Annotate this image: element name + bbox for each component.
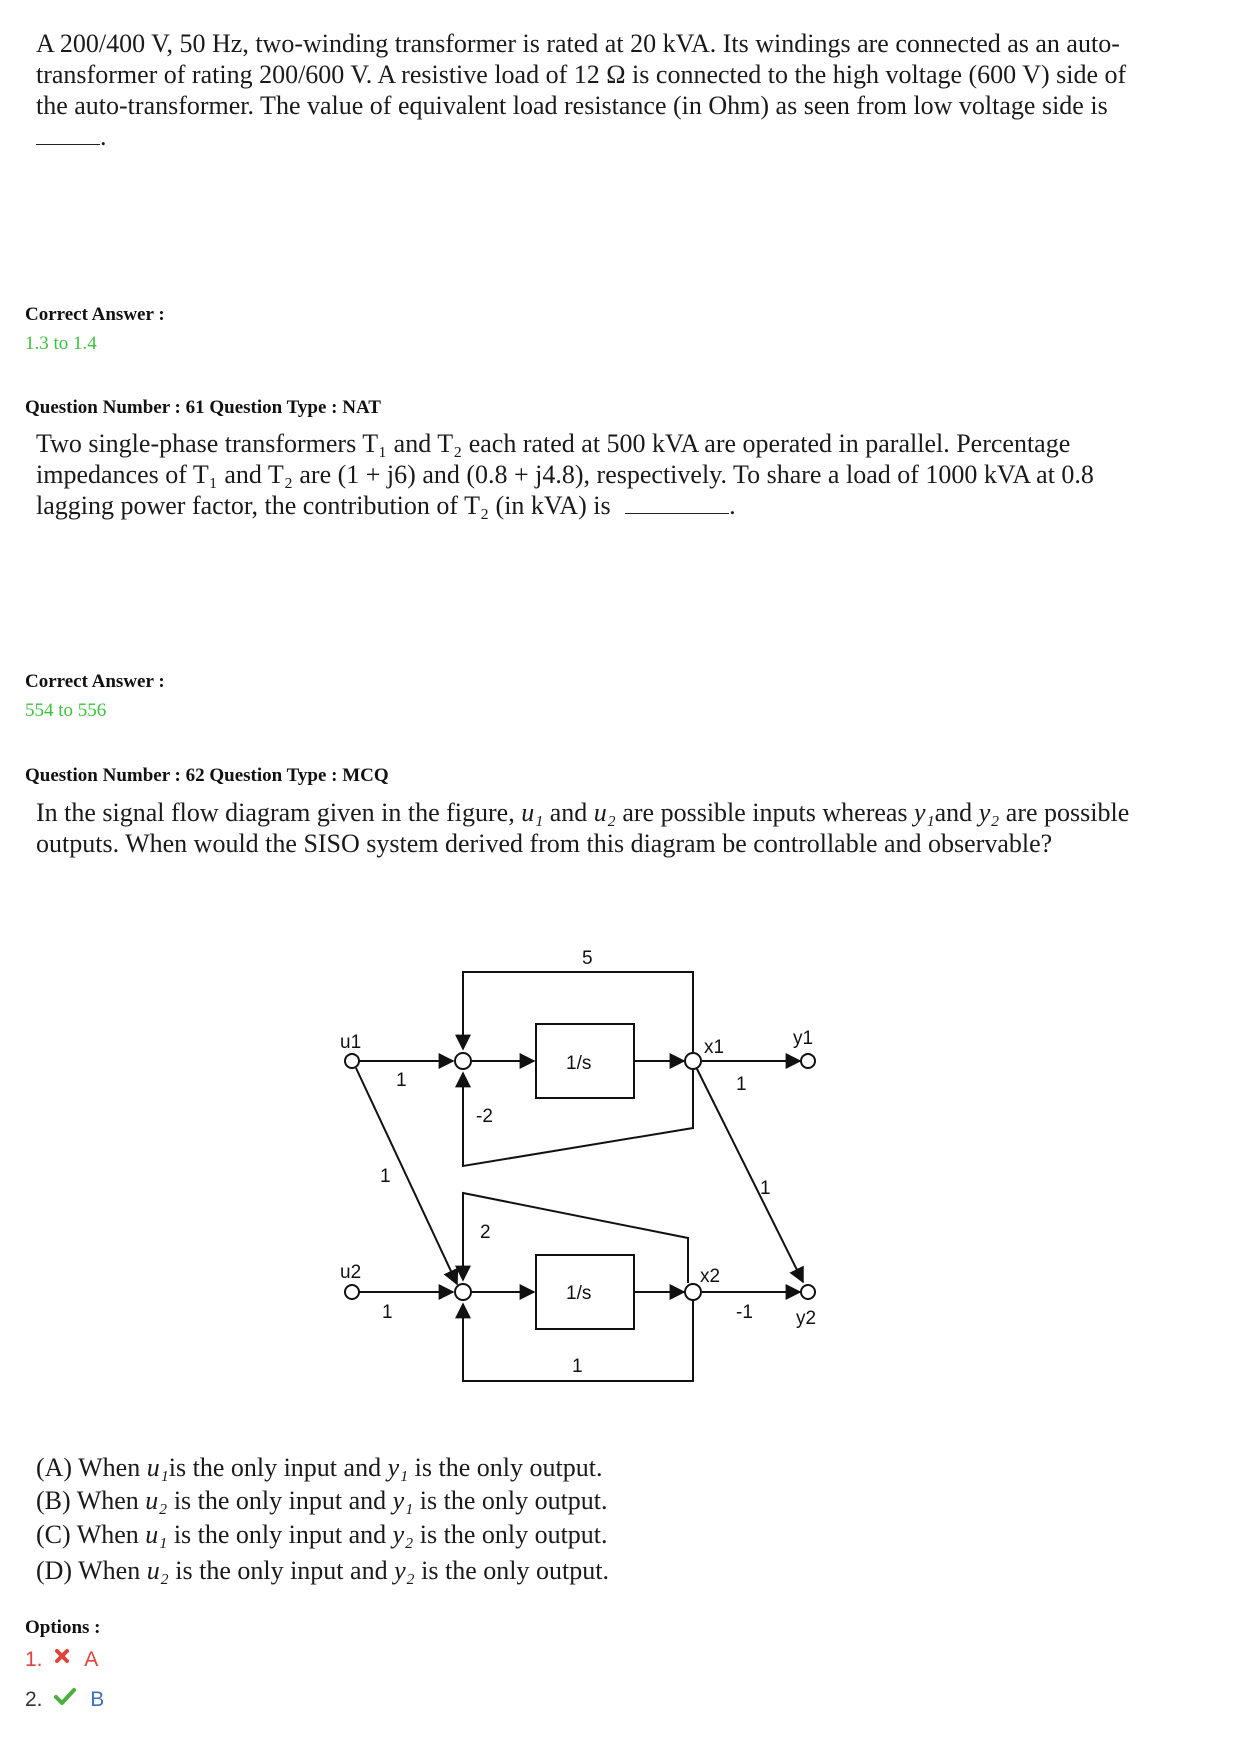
label-x2: x2 [700, 1266, 721, 1287]
label-y1: y1 [793, 1028, 814, 1049]
q61-header: Question Number : 61 Question Type : NAT [25, 397, 381, 418]
q61-text: Two single-phase transformers T₁ and T₂ each rated at 500 kVA are operated in parallel. Percentage impedances of T₁ and T₂ are (1 + j6) and (0.8 + j4.8), respectively. To share a load of 1000 kVA at 0.8 lagging power factor, the contribution of T₂ (in kVA) is . [36, 429, 1094, 520]
choice-2 [25, 1688, 104, 1712]
q62-text: In the signal flow diagram given in the figure, u₁ and u₂ are possible inputs whereas y₁and y₂ are possible outputs. When would the SISO system derived from this diagram be controllable and observable? [36, 798, 1130, 858]
gain-u1-cross: 1 [380, 1166, 391, 1187]
gain-u1-in: 1 [396, 1070, 407, 1091]
node-u2 [345, 1285, 359, 1299]
gain-top-loop: 5 [582, 948, 593, 969]
cross-icon [54, 1648, 70, 1664]
option-a: (A) When u₁is the only input and y₁ is the only output. [36, 1453, 603, 1482]
label-y2: y2 [796, 1308, 817, 1329]
gain-x1-to-top: -2 [476, 1106, 493, 1127]
gain-x1-y2: 1 [760, 1178, 771, 1199]
option-c: (C) When u₁ is the only input and y₂ is the only output. [36, 1520, 608, 1549]
block-bottom-label: 1/s [566, 1283, 592, 1304]
node-x2 [685, 1284, 701, 1300]
edge-top-loop [463, 972, 693, 1052]
option-d: (D) When u₂ is the only input and y₂ is the only output. [36, 1556, 609, 1585]
node-sum1 [455, 1053, 471, 1069]
node-y2 [801, 1285, 815, 1299]
choice-2-number: 2. [25, 1688, 43, 1711]
gain-x1-y1: 1 [736, 1074, 747, 1095]
q61-text-body: Two single-phase transformers T₁ and T₂ each rated at 500 kVA are operated in parallel. Percentage impedances of T₁ and T₂ are (1 + j6) and (0.8 + j4.8), respectively. To share a load of 1000 kVA at 0.8 lagging power factor, the contribution of T₂ (in kVA) is [36, 429, 1094, 520]
label-x1: x1 [704, 1037, 725, 1058]
node-sum2 [455, 1284, 471, 1300]
q60-text: A 200/400 V, 50 Hz, two-winding transformer is rated at 20 kVA. Its windings are connected as an auto-transformer of rating 200/600 V. A resistive load of 12 Ω is connected to the high voltage (600 V) side of the auto-transformer. The value of equivalent load resistance (in Ohm) as seen from low voltage side is . [36, 29, 1127, 151]
choice-2-letter: B [90, 1688, 105, 1711]
q60-text-body: A 200/400 V, 50 Hz, two-winding transformer is rated at 20 kVA. Its windings are connected as an auto-transformer of rating 200/600 V. A resistive load of 12 Ω is connected to the high voltage (600 V) side of the auto-transformer. The value of equivalent load resistance (in Ohm) as seen from low voltage side is [36, 29, 1127, 120]
q61-answer: 554 to 556 [25, 700, 107, 721]
label-u2: u2 [340, 1262, 362, 1283]
gain-bottom-loop: 1 [572, 1356, 583, 1377]
option-b: (B) When u₂ is the only input and y₁ is the only output. [36, 1486, 608, 1515]
label-u1: u1 [340, 1032, 362, 1053]
q62-header: Question Number : 62 Question Type : MCQ [25, 765, 389, 786]
choice-1-number: 1. [25, 1648, 43, 1671]
gain-x2-y2: -1 [736, 1302, 753, 1323]
node-y1 [801, 1054, 815, 1068]
node-x1 [685, 1053, 701, 1069]
q60-answer-label: Correct Answer : [25, 304, 165, 325]
checkmark-icon [54, 1688, 76, 1706]
edge-x1-y2 [697, 1069, 803, 1282]
options-label: Options : [25, 1617, 101, 1638]
choice-1-letter: A [84, 1648, 99, 1671]
choice-1 [25, 1648, 98, 1672]
block-top-label: 1/s [566, 1053, 592, 1074]
q61-answer-label: Correct Answer : [25, 671, 165, 692]
q60-answer: 1.3 to 1.4 [25, 333, 97, 354]
node-u1 [345, 1054, 359, 1068]
edge-x2-sum2 [463, 1193, 688, 1283]
gain-u2-in: 1 [382, 1302, 393, 1323]
edge-x1-sum1 [463, 1070, 693, 1166]
edge-u1-sum2 [356, 1068, 457, 1284]
gain-x2-to-bottom: 2 [480, 1222, 491, 1243]
